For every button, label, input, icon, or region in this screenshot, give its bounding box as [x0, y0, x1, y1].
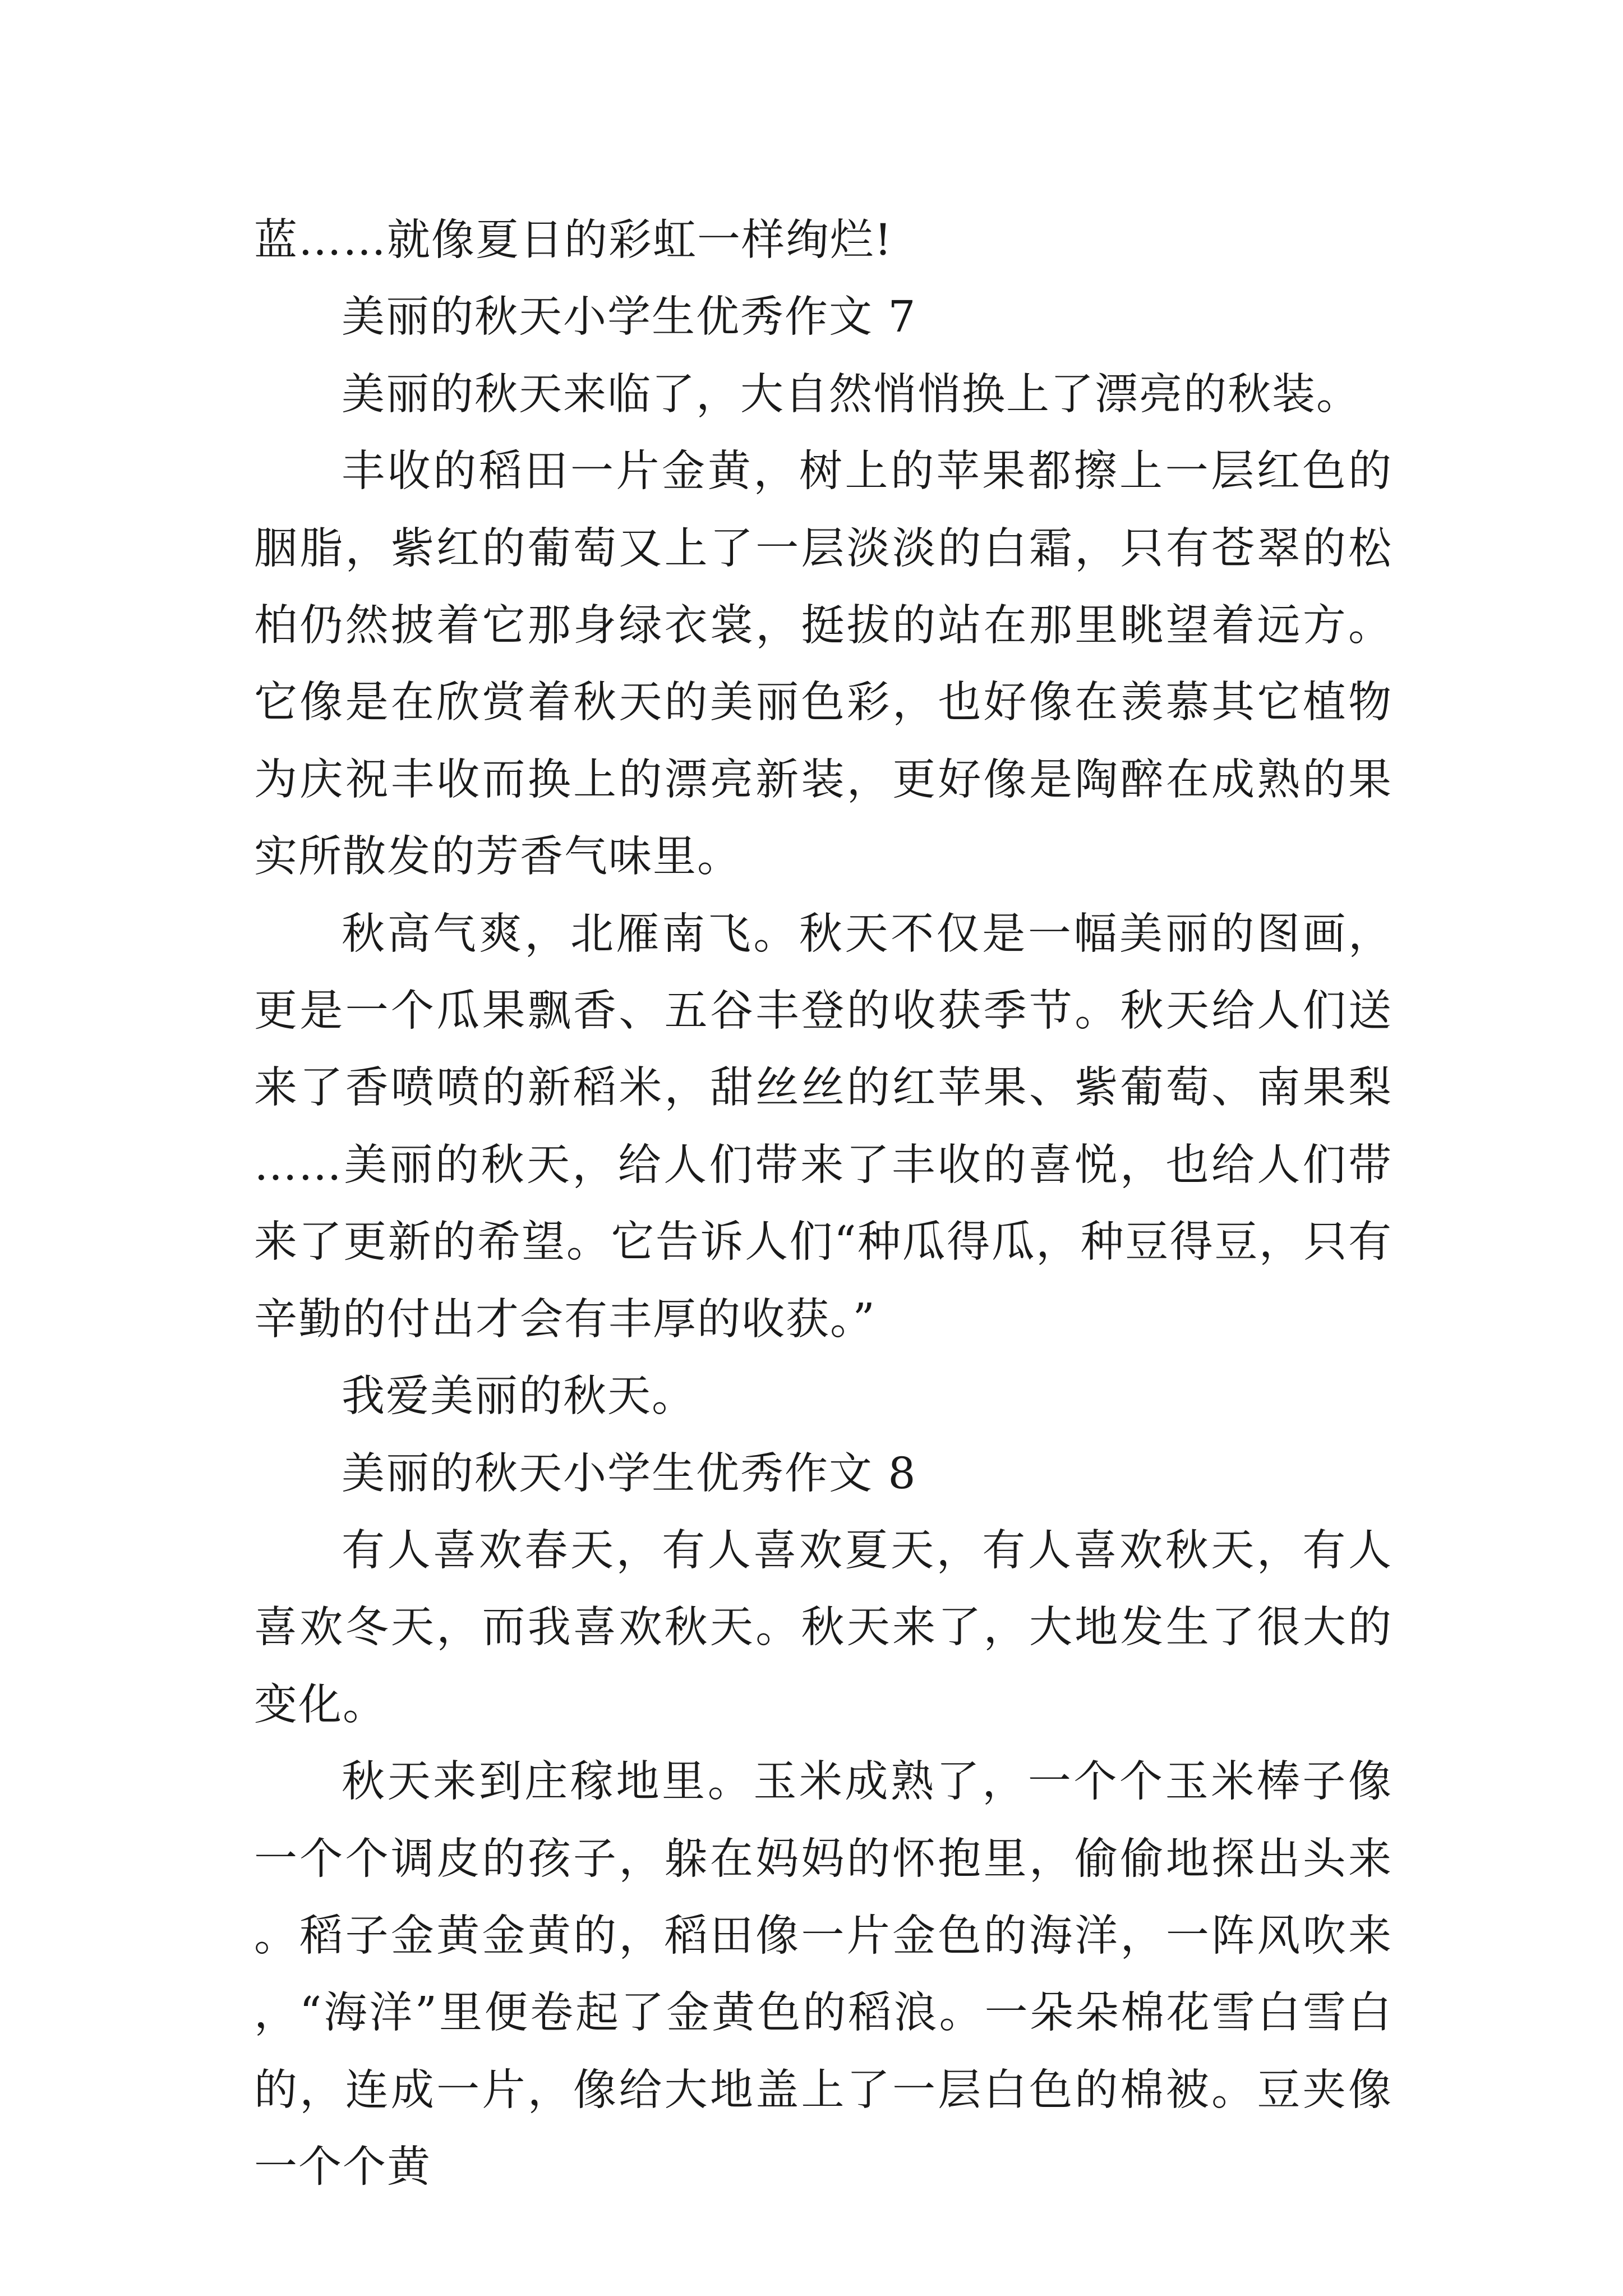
paragraph: 秋高气爽，北雁南飞。秋天不仅是一幅美丽的图画，更是一个瓜果飘香、五谷丰登的收获季节。秋天给人们送来了香喷喷的新稻米，甜丝丝的红苹果、紫葡萄、南果梨……美丽的秋天，给人们带来了丰收的喜悦，也给人们带来了更新的希望。它告诉人们“种瓜得瓜，种豆得豆，只有辛勤的付出才会有丰厚的收获。”	[254, 909, 1393, 1345]
paragraph: 我爱美丽的秋天。	[342, 1372, 696, 1422]
essay-heading-7: 美丽的秋天小学生优秀作文 7	[342, 292, 917, 343]
paragraph: 美丽的秋天来临了，大自然悄悄换上了漂亮的秋装。	[342, 369, 1361, 420]
paragraph: 秋天来到庄稼地里。玉米成熟了，一个个玉米棒子像一个个调皮的孩子，躲在妈妈的怀抱里，偷偷地探出头来。稻子金黄金黄的，稻田像一片金色的海洋，一阵风吹来，“海洋”里便卷起了金黄色的稻浪。一朵朵棉花雪白雪白的，连成一片，像给大地盖上了一层白色的棉被。豆夹像一个个黄	[254, 1757, 1393, 2193]
paragraph: 有人喜欢春天，有人喜欢夏天，有人喜欢秋天，有人喜欢冬天，而我喜欢秋天。秋天来了，大地发生了很大的变化。	[254, 1525, 1393, 1730]
document-body	[254, 202, 1393, 2206]
paragraph-continuation: 蓝……就像夏日的彩虹一样绚烂!	[254, 215, 893, 265]
paragraph: 丰收的稻田一片金黄，树上的苹果都擦上一层红色的胭脂，紫红的葡萄又上了一层淡淡的白霜，只有苍翠的松柏仍然披着它那身绿衣裳，挺拔的站在那里眺望着远方。它像是在欣赏着秋天的美丽色彩，也好像在羡慕其它植物为庆祝丰收而换上的漂亮新装，更好像是陶醉在成熟的果实所散发的芳香气味里。	[254, 447, 1393, 882]
essay-heading-8: 美丽的秋天小学生优秀作文 8	[342, 1448, 917, 1499]
